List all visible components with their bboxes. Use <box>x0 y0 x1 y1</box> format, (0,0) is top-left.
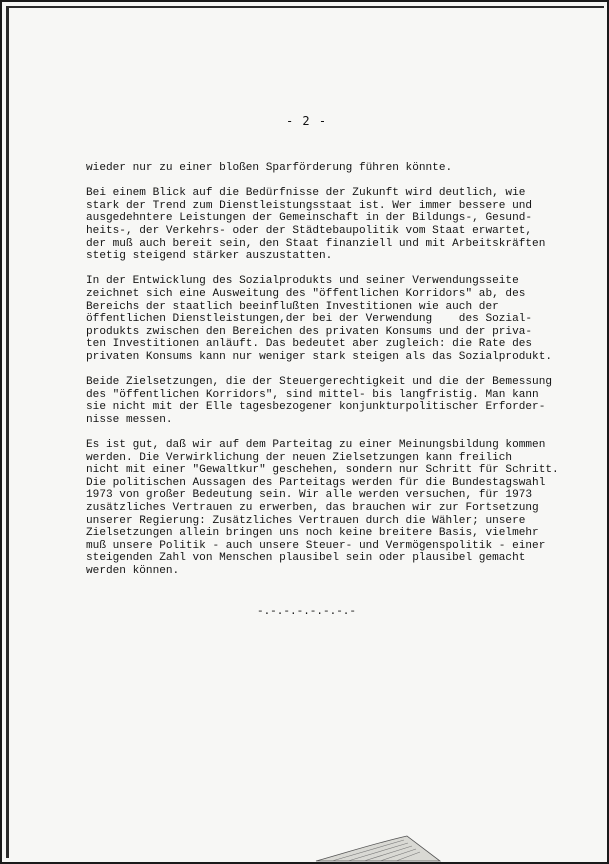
text-line: zusätzliches Vertrauen zu erwerben, das brauchen wir zur Fortsetzung <box>86 502 539 515</box>
text-line: nisse messen. <box>86 413 173 426</box>
page-curl-mark <box>312 834 442 862</box>
text-line: ausgedehntere Leistungen der Gemeinschaft in der Bildungs-, Gesund- <box>86 212 533 225</box>
text-line: Es ist gut, daß wir auf dem Parteitag zu einer Meinungsbildung kommen <box>86 439 546 452</box>
text-line: Bei einem Blick auf die Bedürfnisse der Zukunft wird deutlich, wie <box>86 187 526 200</box>
text-line: werden. Die Verwirklichung der neuen Zielsetzungen kann freilich <box>86 451 513 464</box>
text-line: Beide Zielsetzungen, die der Steuergerechtigkeit und die der Bemessung <box>86 376 553 389</box>
text-line: sie nicht mit der Elle tagesbezogener konjunkturpolitischer Erforder- <box>86 401 546 414</box>
text-line: unserer Regierung: Zusätzliches Vertrauen durch die Wähler; unsere <box>86 514 526 527</box>
text-line: heits-, der Verkehrs- oder der Städtebaupolitik vom Staat erwartet, <box>86 224 533 237</box>
text-line: stetig steigend stärker auszustatten. <box>86 250 333 263</box>
paragraph <box>86 275 586 363</box>
text-line: wieder nur zu einer bloßen Sparförderung führen könnte. <box>86 162 453 174</box>
paragraph <box>86 162 586 175</box>
text-line: zeichnet sich eine Ausweitung des "öffentlichen Korridors" ab, des <box>86 287 526 300</box>
text-line: ten Investitionen anläuft. Das bedeutet aber zugleich: die Rate des <box>86 338 533 351</box>
text-line: produkts zwischen den Bereichen des privaten Konsums und der priva- <box>86 325 533 338</box>
text-line: In der Entwicklung des Sozialprodukts und seiner Verwendungsseite <box>86 275 519 288</box>
text-line: steigenden Zahl von Menschen plausibel sein oder plausibel gemacht <box>86 552 526 565</box>
text-line: nicht mit einer "Gewaltkur" geschehen, sondern nur Schritt für Schritt. <box>86 464 559 477</box>
text-line: muß unsere Politik - auch unsere Steuer- und Vermögenspolitik - einer <box>86 539 546 552</box>
scan-border-top <box>6 6 604 8</box>
paragraph <box>86 439 586 578</box>
page-number: - 2 - <box>285 114 328 128</box>
scan-border-left <box>6 6 9 858</box>
end-mark: -.-.-.-.-.-.-.- <box>256 606 357 618</box>
paragraph <box>86 187 586 263</box>
text-line: Bereichs der staatlich beeinflußten Investitionen wie auch der <box>86 300 499 313</box>
text-line: 1973 von großer Bedeutung sein. Wir alle werden versuchen, für 1973 <box>86 489 533 502</box>
text-line: privaten Konsums kann nur weniger stark steigen als das Sozialprodukt. <box>86 350 553 363</box>
text-line: stark der Trend zum Dienstleistungsstaat ist. Wer immer bessere und <box>86 199 533 212</box>
text-line: des "öffentlichen Korridors", sind mittel- bis langfristig. Man kann <box>86 388 539 401</box>
text-line: Zielsetzungen allein bringen uns noch keine breitere Basis, vielmehr <box>86 527 539 540</box>
paragraph <box>86 376 586 426</box>
text-line: werden können. <box>86 565 180 577</box>
text-line: öffentlichen Dienstleistungen,der bei der Verwendung des Sozial- <box>86 313 533 326</box>
text-line: der muß auch bereit sein, den Staat finanziell und mit Arbeitskräften <box>86 237 546 250</box>
text-line: Die politischen Aussagen des Parteitags werden für die Bundestagswahl <box>86 476 546 489</box>
document-body <box>86 162 586 590</box>
